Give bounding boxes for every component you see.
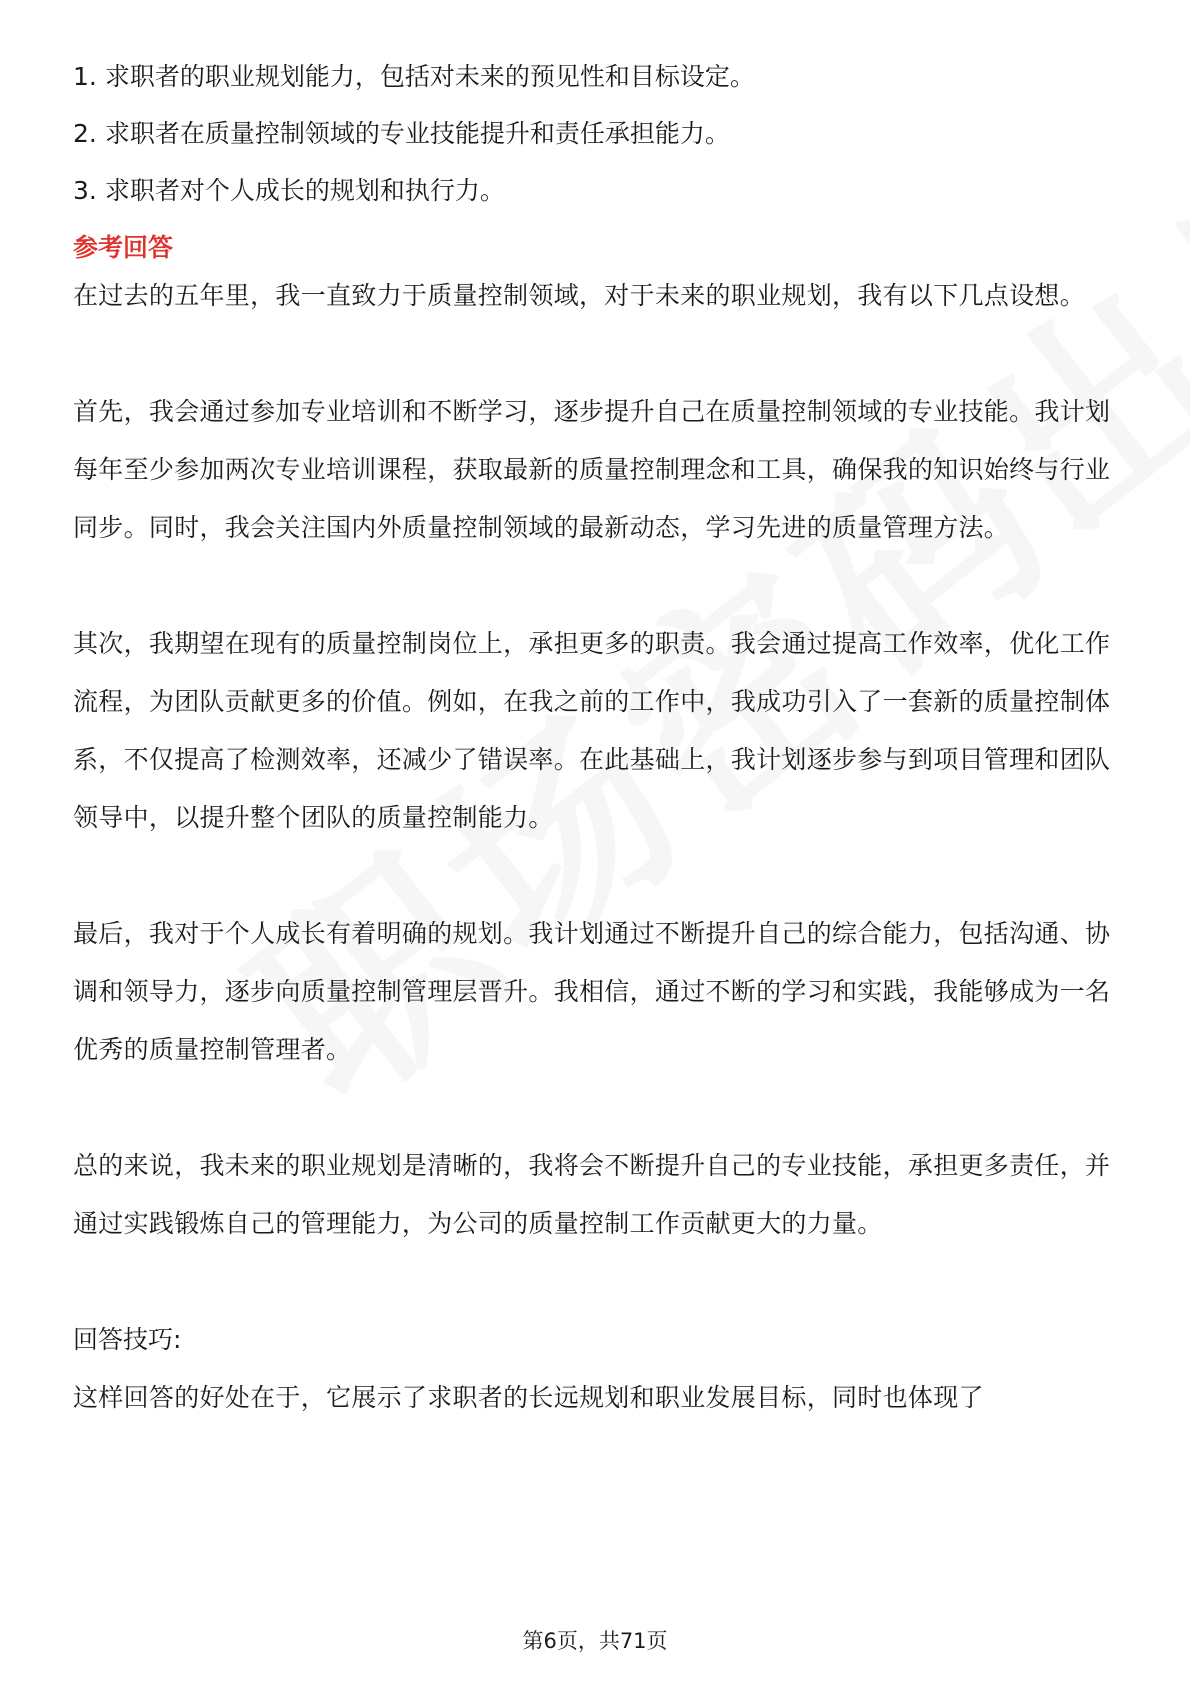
- paragraph-spacer: [73, 847, 1118, 905]
- paragraph: 在过去的五年里，我一直致力于质量控制领域，对于未来的职业规划，我有以下几点设想。: [73, 281, 1086, 310]
- paragraph: 其次，我期望在现有的质量控制岗位上，承担更多的职责。我会通过提高工作效率，优化工作流程，为团队贡献更多的价值。例如，在我之前的工作中，我成功引入了一套新的质量控制体系，不仅提高了检测效率，还减少了错误率。在此基础上，我计划逐步参与到项目管理和团队领导中，以提升整个团队的质量控制能力。: [73, 629, 1111, 832]
- paragraph-spacer: [73, 557, 1118, 615]
- list-text: 求职者对个人成长的规划和执行力。: [104, 176, 505, 205]
- paragraph-spacer: [73, 1079, 1118, 1137]
- paragraph-spacer: [73, 325, 1118, 383]
- list-item: [73, 115, 1118, 153]
- list-text: 求职者在质量控制领域的专业技能提升和责任承担能力。: [104, 119, 730, 148]
- list-number: 2.: [73, 119, 97, 148]
- paragraph-spacer: [73, 1253, 1118, 1311]
- tips-heading: 回答技巧:: [73, 1325, 182, 1354]
- document-content: [73, 58, 1118, 1427]
- paragraph: 总的来说，我未来的职业规划是清晰的，我将会不断提升自己的专业技能，承担更多责任，并通过实践锻炼自己的管理能力，为公司的质量控制工作贡献更大的力量。: [73, 1151, 1111, 1238]
- tips-paragraph: 这样回答的好处在于，它展示了求职者的长远规划和职业发展目标，同时也体现了: [73, 1383, 984, 1412]
- list-item: [73, 172, 1118, 210]
- page-footer: 第6页，共71页: [522, 1629, 668, 1653]
- paragraph: 首先，我会通过参加专业培训和不断学习，逐步提升自己在质量控制领域的专业技能。我计划每年至少参加两次专业培训课程，获取最新的质量控制理念和工具，确保我的知识始终与行业同步。同时，我会关注国内外质量控制领域的最新动态，学习先进的质量管理方法。: [73, 397, 1111, 542]
- answer-heading: 参考回答: [73, 233, 174, 262]
- list-item: [73, 58, 1118, 96]
- list-text: 求职者的职业规划能力，包括对未来的预见性和目标设定。: [104, 62, 755, 91]
- paragraph: 最后，我对于个人成长有着明确的规划。我计划通过不断提升自己的综合能力，包括沟通、协调和领导力，逐步向质量控制管理层晋升。我相信，通过不断的学习和实践，我能够成为一名优秀的质量控制管理者。: [73, 919, 1111, 1064]
- list-number: 3.: [73, 176, 97, 205]
- list-number: 1.: [73, 62, 97, 91]
